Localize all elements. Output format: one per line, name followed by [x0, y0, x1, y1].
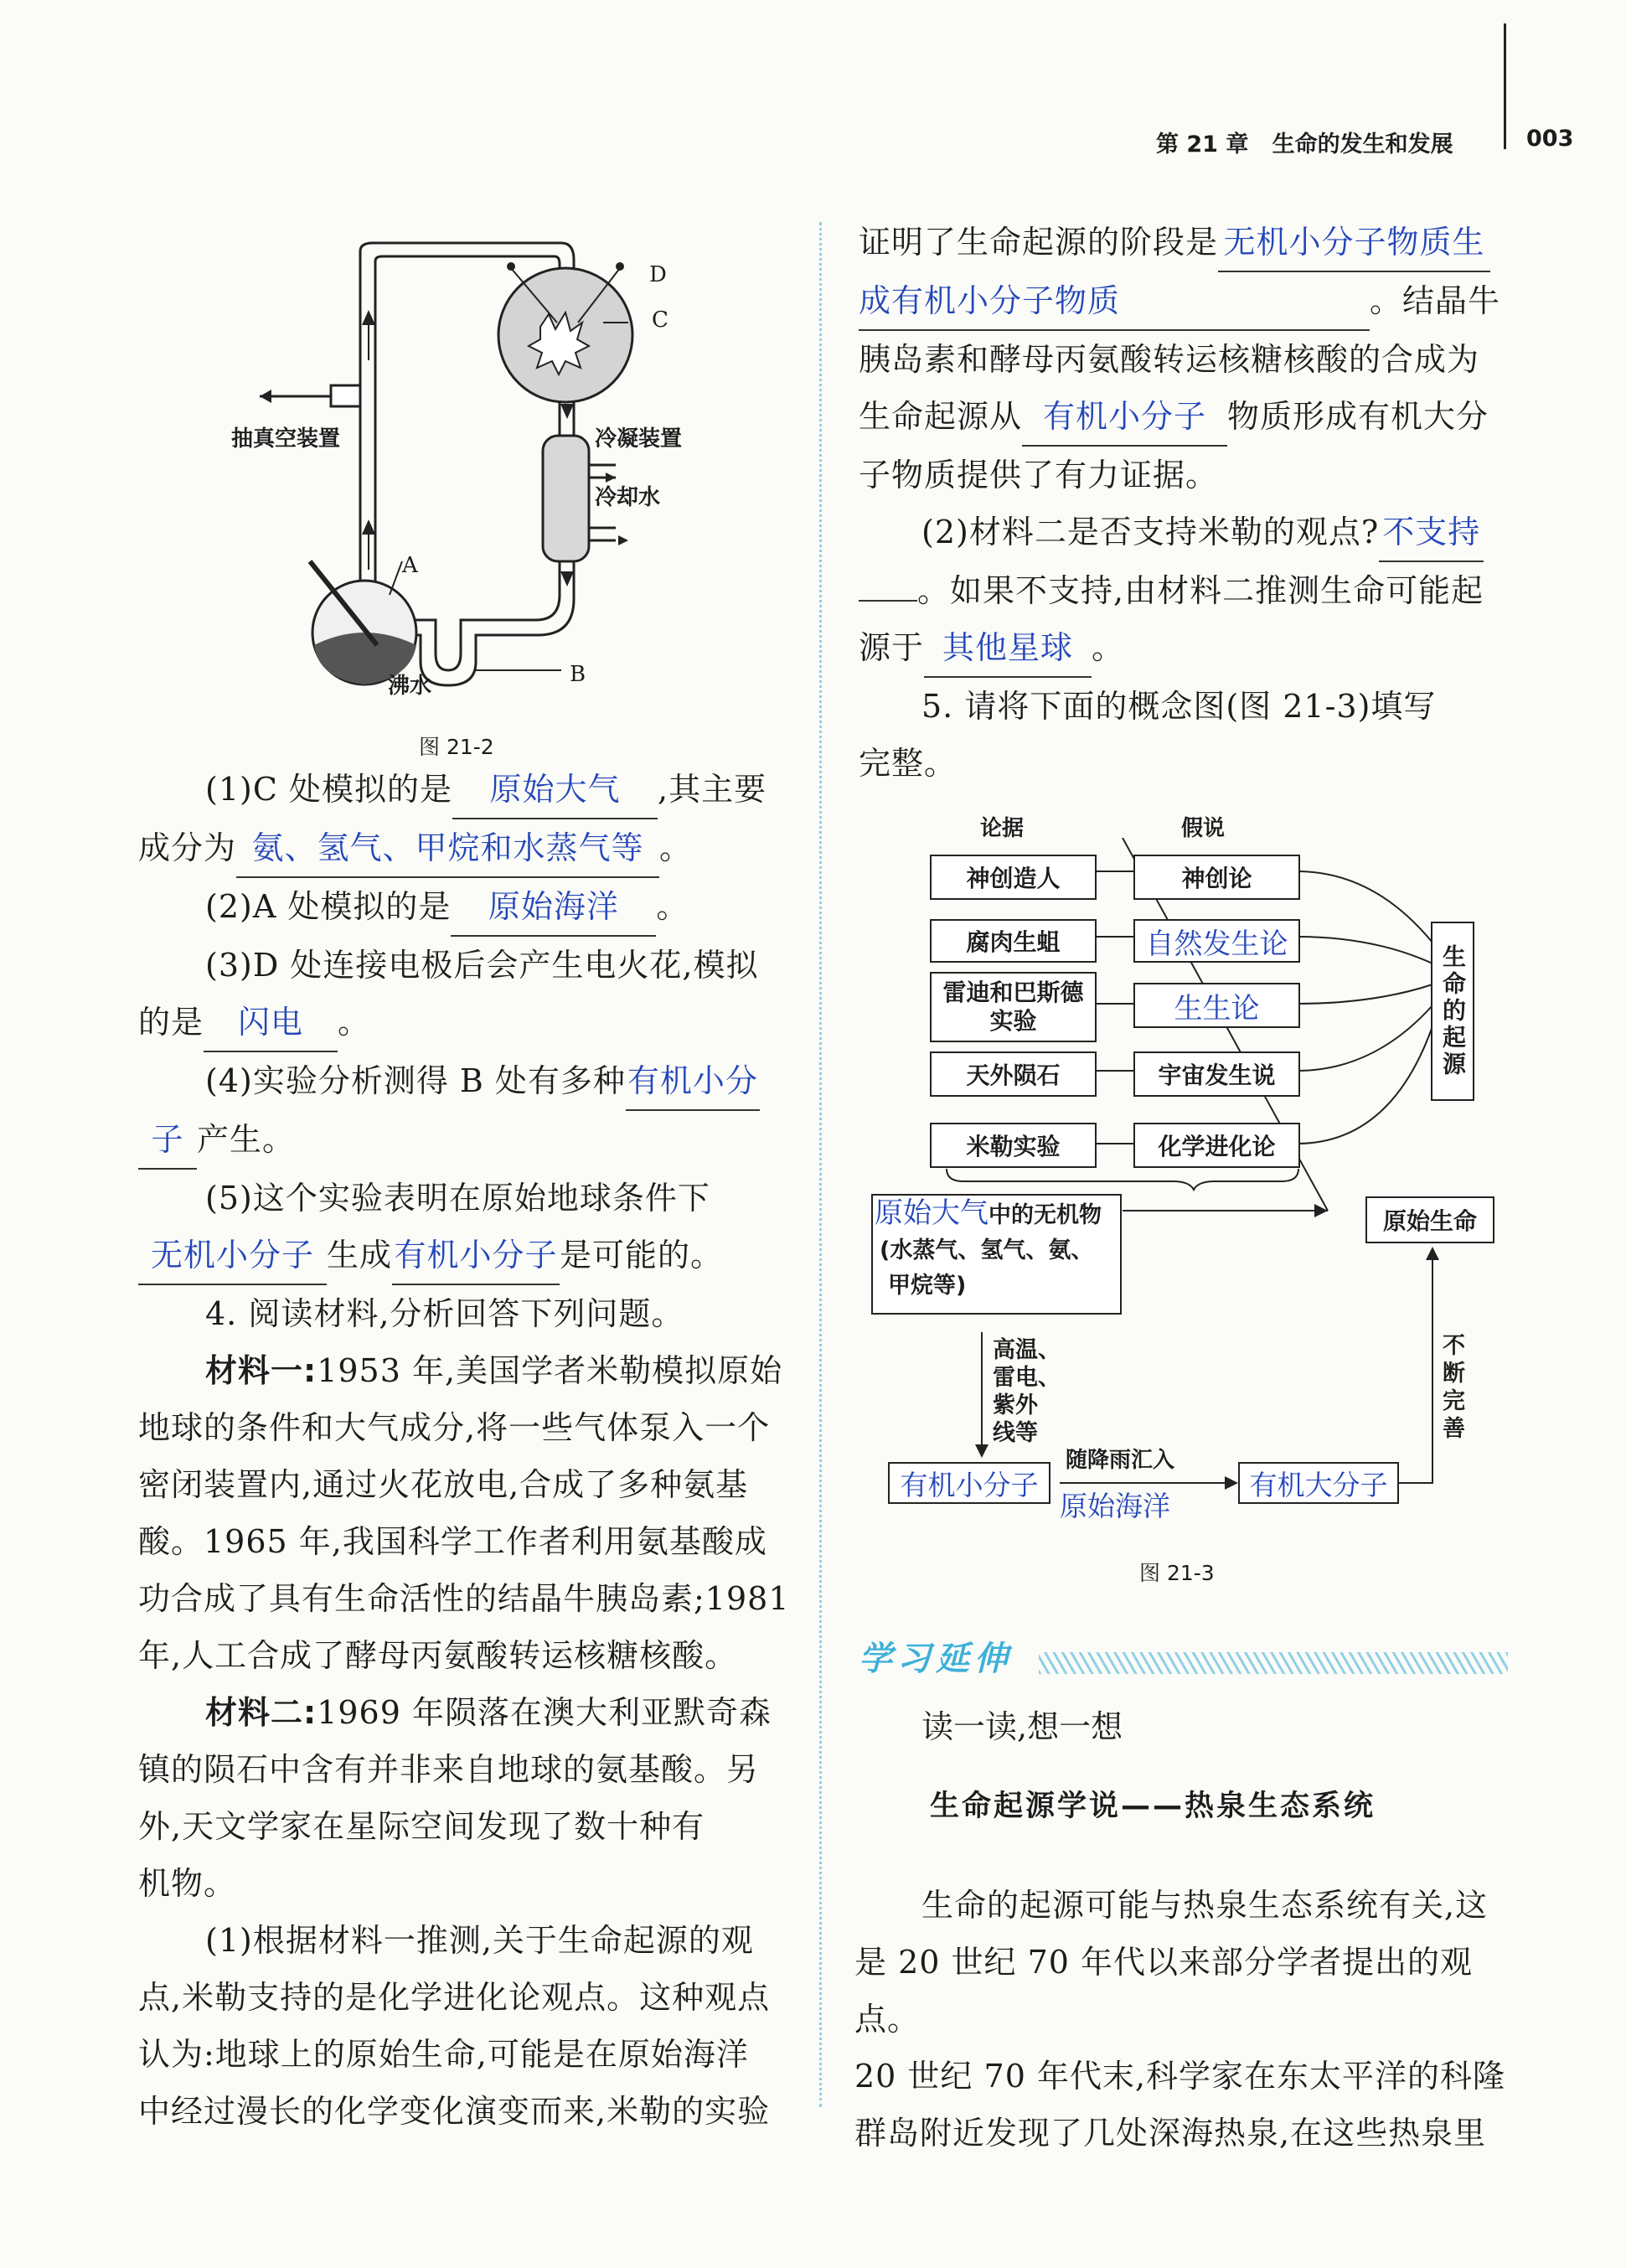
- q1-prefix: (1)C 处模拟的是: [205, 771, 452, 808]
- q1-line2-prefix: 成分为: [138, 829, 237, 866]
- label-boiling-water: 沸水: [388, 674, 432, 699]
- q3-line1: (3)D 处连接电极后会产生电火花,模拟: [205, 947, 759, 984]
- r-q5-line1: 5. 请将下面的概念图(图 21-3)填写: [921, 688, 1437, 725]
- material-1-line: 功合成了具有生命活性的结晶牛胰岛素;1981: [138, 1580, 790, 1617]
- label-c: C: [652, 307, 668, 333]
- q5-end: 是可能的。: [560, 1237, 724, 1273]
- condition-item: 高温、: [993, 1337, 1061, 1363]
- r-q2-line3-prefix: 源于: [859, 629, 925, 666]
- r-q2-prefix: (2)材料二是否支持米勒的观点?: [921, 514, 1380, 550]
- q5-answer-2: 有机小分子: [392, 1227, 560, 1285]
- label-b: B: [570, 662, 586, 687]
- condition-item: 雷电、: [993, 1365, 1061, 1391]
- q4-prefix: (4)实验分析测得 B 处有多种: [205, 1062, 626, 1099]
- condition-item: 紫外: [993, 1392, 1038, 1418]
- material-1-line: 地球的条件和大气成分,将一些气体泵入一个: [138, 1409, 771, 1446]
- evidence-box: 腐肉生蛆: [930, 919, 1097, 963]
- q3-answer: 闪电: [204, 994, 338, 1052]
- figure-21-2-caption: 图 21-2: [419, 735, 494, 759]
- column-evidence: 论据: [980, 816, 1025, 841]
- extension-line: 群岛附近发现了几处深海热泉,在这些热泉里: [854, 2115, 1487, 2152]
- extension-line: 是 20 世纪 70 年代以来部分学者提出的观点。: [854, 1944, 1474, 2038]
- evidence-box: 神创造人: [930, 855, 1097, 900]
- chapter-number: 第 21 章: [1156, 132, 1249, 158]
- column-hypothesis: 假说: [1181, 816, 1226, 841]
- material-2-line: 镇的陨石中含有并非来自地球的氨基酸。另: [138, 1751, 760, 1788]
- inorganic-answer: 原始大气: [875, 1196, 989, 1230]
- extension-body: [854, 1877, 1525, 2162]
- q5-mid: 生成: [327, 1237, 393, 1273]
- r-l4-suffix: 物质形成有机大分: [1227, 398, 1489, 435]
- r-answer-stage-1: 无机小分子物质生: [1218, 214, 1490, 272]
- inorganic-box: [871, 1194, 1122, 1315]
- material-1-line: 1953 年,美国学者米勒模拟原始: [317, 1352, 783, 1389]
- q1-end: 。: [659, 829, 693, 866]
- improve-label: [1443, 1332, 1465, 1443]
- paragraph-1-line: 中经过漫长的化学变化演变而来,米勒的实验: [138, 2093, 771, 2130]
- q4-answer-1: 有机小分: [626, 1052, 760, 1111]
- paragraph-1-line: (1)根据材料一推测,关于生命起源的观: [205, 1922, 754, 1959]
- extension-line: 20 世纪 70 年代末,科学家在东太平洋的科隆: [854, 2058, 1506, 2095]
- extension-heading: 学习延伸: [859, 1640, 1013, 1678]
- r-l5: 子物质提供了有力证据。: [859, 457, 1219, 493]
- label-cooling-water: 冷却水: [595, 485, 661, 510]
- material-2-line: 机物。: [138, 1865, 237, 1902]
- r-q5-line2: 完整。: [859, 745, 958, 782]
- material-1-label: 材料一:: [205, 1352, 317, 1389]
- q4-end: 产生。: [197, 1121, 296, 1158]
- inorganic-detail: 甲烷等): [888, 1273, 967, 1299]
- material-2-label: 材料二:: [205, 1694, 317, 1731]
- material-1-line: 酸。1965 年,我国科学工作者利用氨基酸成: [138, 1523, 767, 1560]
- q4-answer-2: 子: [138, 1111, 197, 1170]
- hypothesis-box: 化学进化论: [1133, 1123, 1300, 1168]
- conditions-label: [993, 1336, 1061, 1447]
- extension-hatch: [1039, 1652, 1508, 1674]
- primitive-life-box: 原始生命: [1365, 1196, 1494, 1243]
- ocean-answer: 原始海洋: [1060, 1490, 1170, 1522]
- r-q2-answer: 不支持: [1379, 504, 1484, 562]
- q1-answer-2: 氨、氢气、甲烷和水蒸气等: [236, 819, 659, 878]
- q3-prefix: 的是: [138, 1004, 204, 1041]
- improve-char: 善: [1443, 1416, 1465, 1442]
- improve-char: 完: [1443, 1388, 1465, 1414]
- r-answer-stage-2: 成有机小分子物质: [859, 272, 1370, 331]
- q2-end: 。: [656, 888, 689, 925]
- r-l4-prefix: 生命起源从: [859, 398, 1023, 435]
- r-l1-prefix: 证明了生命起源的阶段是: [859, 224, 1219, 261]
- improve-char: 断: [1443, 1361, 1465, 1387]
- evidence-box: 米勒实验: [930, 1123, 1097, 1168]
- material-1-line: 年,人工合成了酵母丙氨酸转运核糖核酸。: [138, 1637, 738, 1674]
- q1-mid: ,其主要: [657, 771, 767, 808]
- material-1-line: 密闭装置内,通过火花放电,合成了多种氨基: [138, 1466, 749, 1503]
- miller-apparatus-figure: [209, 226, 729, 712]
- page-number: 003: [1526, 126, 1574, 152]
- r-q2-line2: 。如果不支持,由材料二推测生命可能起: [917, 572, 1484, 609]
- q5-answer-1: 无机小分子: [138, 1227, 327, 1285]
- inorganic-detail: (水蒸气、氢气、氨、: [880, 1237, 1094, 1263]
- inorganic-rest: 中的无机物: [989, 1202, 1102, 1228]
- figure-21-3-caption: 图 21-3: [1139, 1561, 1215, 1585]
- q2-answer: 原始海洋: [451, 878, 656, 937]
- evidence-box: 雷迪和巴斯德实验: [930, 972, 1097, 1042]
- small-molecule-answer: 有机小分子: [888, 1462, 1050, 1504]
- rain-label: 随降雨汇入: [1066, 1448, 1175, 1473]
- q4-title: 4. 阅读材料,分析回答下列问题。: [205, 1295, 684, 1332]
- label-a: A: [402, 553, 418, 578]
- chapter-title: 生命的发生和发展: [1272, 132, 1453, 158]
- left-q1: [138, 761, 800, 2140]
- large-molecule-answer: 有机大分子: [1238, 1462, 1399, 1504]
- paragraph-1-line: 点,米勒支持的是化学进化论观点。这种观点: [138, 1979, 771, 2016]
- label-d: D: [649, 262, 667, 287]
- extension-read: 读一读,想一想: [921, 1708, 1123, 1745]
- r-q2-answer-2: 其他星球: [924, 619, 1092, 678]
- r-answer-molecule: 有机小分子: [1022, 388, 1227, 447]
- r-q2-end: 。: [1092, 629, 1125, 666]
- label-vacuum: 抽真空装置: [231, 426, 341, 452]
- improve-char: 不: [1443, 1333, 1465, 1359]
- condition-item: 线等: [993, 1420, 1038, 1446]
- origin-of-life-box: 生命的起源: [1431, 922, 1474, 1101]
- r-l2-suffix: 。结晶牛: [1370, 282, 1501, 319]
- column-divider: [819, 222, 822, 2107]
- material-2-line: 外,天文学家在星际空间发现了数十种有: [138, 1808, 705, 1845]
- hypothesis-box: 宇宙发生说: [1133, 1051, 1300, 1097]
- hypothesis-box: 神创论: [1133, 855, 1300, 900]
- q3-end: 。: [338, 1004, 371, 1041]
- extension-line: 生命的起源可能与热泉生态系统有关,这: [921, 1887, 1489, 1924]
- r-l3: 胰岛素和酵母丙氨酸转运核糖核酸的合成为: [859, 341, 1480, 378]
- q2-prefix: (2)A 处模拟的是: [205, 888, 452, 925]
- q1-answer-1: 原始大气: [452, 761, 658, 819]
- extension-title: 生命起源学说——热泉生态系统: [930, 1790, 1376, 1823]
- material-2-line: 1969 年陨落在澳大利亚默奇森: [317, 1694, 772, 1731]
- header-rule: [1504, 23, 1506, 149]
- r-q2-blank: [859, 600, 917, 602]
- q5-line1: (5)这个实验表明在原始地球条件下: [205, 1180, 710, 1217]
- paragraph-1-line: 认为:地球上的原始生命,可能是在原始海洋: [138, 2036, 749, 2073]
- hypothesis-answer: 自然发生论: [1133, 919, 1300, 963]
- evidence-box: 天外陨石: [930, 1051, 1097, 1097]
- hypothesis-answer: 生生论: [1133, 983, 1300, 1028]
- label-condenser: 冷凝装置: [595, 426, 683, 452]
- chapter-label: [1156, 126, 1453, 158]
- right-text: [859, 214, 1529, 792]
